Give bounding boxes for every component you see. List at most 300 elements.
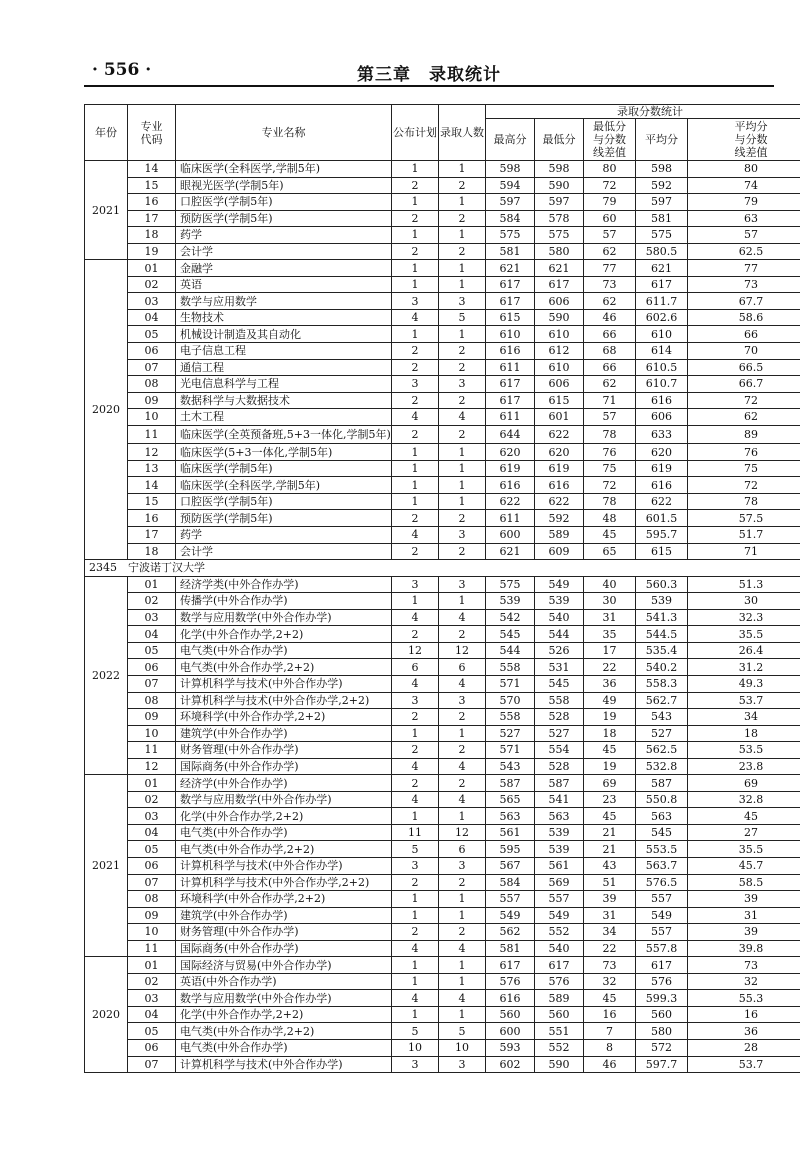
max-cell: 561 bbox=[486, 824, 535, 841]
code-cell: 15 bbox=[128, 177, 176, 194]
code-cell: 16 bbox=[128, 194, 176, 211]
major-cell: 预防医学(学制5年) bbox=[176, 510, 392, 527]
avg-diff-cell: 36 bbox=[688, 1023, 800, 1040]
min-cell: 590 bbox=[535, 309, 584, 326]
admitted-cell: 1 bbox=[439, 808, 486, 825]
table-row bbox=[85, 857, 800, 874]
code-cell: 02 bbox=[128, 276, 176, 293]
avg-cell: 543 bbox=[636, 709, 688, 726]
code-cell: 17 bbox=[128, 527, 176, 544]
min-diff-cell: 75 bbox=[584, 460, 636, 477]
admitted-cell: 4 bbox=[439, 940, 486, 957]
avg-cell: 527 bbox=[636, 725, 688, 742]
max-cell: 567 bbox=[486, 857, 535, 874]
avg-diff-cell: 26.4 bbox=[688, 642, 800, 659]
min-cell: 575 bbox=[535, 227, 584, 244]
max-cell: 611 bbox=[486, 510, 535, 527]
admitted-cell: 2 bbox=[439, 626, 486, 643]
min-diff-cell: 76 bbox=[584, 444, 636, 461]
min-cell: 619 bbox=[535, 460, 584, 477]
section-row bbox=[85, 560, 800, 577]
major-cell: 经济学(中外合作办学) bbox=[176, 775, 392, 792]
table-row bbox=[85, 891, 800, 908]
max-cell: 593 bbox=[486, 1039, 535, 1056]
table-row bbox=[85, 510, 800, 527]
table-row bbox=[85, 775, 800, 792]
avg-cell: 615 bbox=[636, 543, 688, 560]
table-row bbox=[85, 675, 800, 692]
avg-diff-cell: 77 bbox=[688, 260, 800, 277]
major-cell: 电气类(中外合作办学) bbox=[176, 1039, 392, 1056]
min-diff-cell: 62 bbox=[584, 376, 636, 393]
avg-diff-cell: 32.3 bbox=[688, 609, 800, 626]
min-diff-cell: 79 bbox=[584, 194, 636, 211]
min-cell: 615 bbox=[535, 392, 584, 409]
table-body bbox=[85, 161, 800, 1073]
min-diff-cell: 43 bbox=[584, 857, 636, 874]
table-row bbox=[85, 990, 800, 1007]
plan-cell: 12 bbox=[392, 642, 439, 659]
min-cell: 610 bbox=[535, 326, 584, 343]
code-cell: 18 bbox=[128, 227, 176, 244]
table-row bbox=[85, 1056, 800, 1073]
table-row bbox=[85, 907, 800, 924]
avg-cell: 633 bbox=[636, 425, 688, 444]
major-cell: 电气类(中外合作办学,2+2) bbox=[176, 841, 392, 858]
code-cell: 09 bbox=[128, 907, 176, 924]
table-row bbox=[85, 626, 800, 643]
avg-cell: 539 bbox=[636, 593, 688, 610]
min-diff-cell: 22 bbox=[584, 940, 636, 957]
plan-cell: 1 bbox=[392, 276, 439, 293]
admitted-cell: 2 bbox=[439, 709, 486, 726]
max-cell: 563 bbox=[486, 808, 535, 825]
major-cell: 环境科学(中外合作办学,2+2) bbox=[176, 891, 392, 908]
plan-cell: 4 bbox=[392, 309, 439, 326]
avg-diff-cell: 66.7 bbox=[688, 376, 800, 393]
plan-cell: 2 bbox=[392, 392, 439, 409]
major-cell: 计算机科学与技术(中外合作办学) bbox=[176, 857, 392, 874]
min-cell: 551 bbox=[535, 1023, 584, 1040]
avg-cell: 616 bbox=[636, 392, 688, 409]
min-diff-cell: 73 bbox=[584, 276, 636, 293]
code-cell: 07 bbox=[128, 1056, 176, 1073]
min-cell: 590 bbox=[535, 1056, 584, 1073]
table-row bbox=[85, 808, 800, 825]
max-cell: 584 bbox=[486, 874, 535, 891]
plan-cell: 1 bbox=[392, 808, 439, 825]
table-row bbox=[85, 293, 800, 310]
max-cell: 565 bbox=[486, 791, 535, 808]
code-cell: 07 bbox=[128, 675, 176, 692]
major-cell: 财务管理(中外合作办学) bbox=[176, 924, 392, 941]
major-cell: 国际商务(中外合作办学) bbox=[176, 758, 392, 775]
code-cell: 17 bbox=[128, 210, 176, 227]
col-avg-diff: 平均分 与分数 线差值 bbox=[688, 119, 800, 161]
avg-diff-cell: 80 bbox=[688, 161, 800, 178]
avg-cell: 610.5 bbox=[636, 359, 688, 376]
admitted-cell: 4 bbox=[439, 675, 486, 692]
table-row bbox=[85, 227, 800, 244]
min-diff-cell: 80 bbox=[584, 161, 636, 178]
min-cell: 549 bbox=[535, 907, 584, 924]
table-row bbox=[85, 161, 800, 178]
table-row bbox=[85, 527, 800, 544]
plan-cell: 1 bbox=[392, 260, 439, 277]
code-cell: 04 bbox=[128, 309, 176, 326]
major-cell: 生物技术 bbox=[176, 309, 392, 326]
max-cell: 644 bbox=[486, 425, 535, 444]
min-diff-cell: 78 bbox=[584, 493, 636, 510]
avg-cell: 580 bbox=[636, 1023, 688, 1040]
avg-diff-cell: 30 bbox=[688, 593, 800, 610]
min-cell: 590 bbox=[535, 177, 584, 194]
min-cell: 587 bbox=[535, 775, 584, 792]
plan-cell: 2 bbox=[392, 210, 439, 227]
avg-cell: 563.7 bbox=[636, 857, 688, 874]
min-diff-cell: 36 bbox=[584, 675, 636, 692]
table-row bbox=[85, 243, 800, 260]
chapter-title: 第三章 录取统计 bbox=[357, 65, 501, 85]
avg-diff-cell: 39 bbox=[688, 891, 800, 908]
col-stats-group: 录取分数统计 bbox=[486, 105, 800, 119]
code-cell: 09 bbox=[128, 709, 176, 726]
code-cell: 01 bbox=[128, 775, 176, 792]
max-cell: 621 bbox=[486, 260, 535, 277]
avg-cell: 610 bbox=[636, 326, 688, 343]
section-title: 2345 宁波诺丁汉大学 bbox=[85, 560, 800, 577]
major-cell: 英语(中外合作办学) bbox=[176, 973, 392, 990]
max-cell: 610 bbox=[486, 326, 535, 343]
max-cell: 600 bbox=[486, 1023, 535, 1040]
major-cell: 临床医学(学制5年) bbox=[176, 460, 392, 477]
min-diff-cell: 72 bbox=[584, 177, 636, 194]
table-row bbox=[85, 477, 800, 494]
min-diff-cell: 45 bbox=[584, 990, 636, 1007]
min-diff-cell: 34 bbox=[584, 924, 636, 941]
max-cell: 617 bbox=[486, 376, 535, 393]
min-diff-cell: 8 bbox=[584, 1039, 636, 1056]
table-row bbox=[85, 376, 800, 393]
plan-cell: 4 bbox=[392, 675, 439, 692]
major-cell: 电子信息工程 bbox=[176, 343, 392, 360]
major-cell: 化学(中外合作办学,2+2) bbox=[176, 626, 392, 643]
table-row bbox=[85, 359, 800, 376]
min-diff-cell: 60 bbox=[584, 210, 636, 227]
admitted-cell: 2 bbox=[439, 924, 486, 941]
max-cell: 560 bbox=[486, 1006, 535, 1023]
admitted-cell: 1 bbox=[439, 493, 486, 510]
major-cell: 数学与应用数学(中外合作办学) bbox=[176, 609, 392, 626]
avg-diff-cell: 70 bbox=[688, 343, 800, 360]
admitted-cell: 1 bbox=[439, 444, 486, 461]
max-cell: 620 bbox=[486, 444, 535, 461]
max-cell: 611 bbox=[486, 409, 535, 426]
min-cell: 539 bbox=[535, 841, 584, 858]
table-row bbox=[85, 874, 800, 891]
admitted-cell: 3 bbox=[439, 692, 486, 709]
max-cell: 595 bbox=[486, 841, 535, 858]
max-cell: 598 bbox=[486, 161, 535, 178]
min-cell: 580 bbox=[535, 243, 584, 260]
min-diff-cell: 57 bbox=[584, 227, 636, 244]
code-cell: 09 bbox=[128, 392, 176, 409]
table-row bbox=[85, 576, 800, 593]
code-cell: 04 bbox=[128, 626, 176, 643]
plan-cell: 2 bbox=[392, 543, 439, 560]
admitted-cell: 5 bbox=[439, 1023, 486, 1040]
max-cell: 542 bbox=[486, 609, 535, 626]
min-cell: 540 bbox=[535, 940, 584, 957]
plan-cell: 2 bbox=[392, 924, 439, 941]
max-cell: 575 bbox=[486, 227, 535, 244]
min-diff-cell: 46 bbox=[584, 1056, 636, 1073]
avg-diff-cell: 73 bbox=[688, 276, 800, 293]
admitted-cell: 1 bbox=[439, 1006, 486, 1023]
admitted-cell: 2 bbox=[439, 392, 486, 409]
major-cell: 机械设计制造及其自动化 bbox=[176, 326, 392, 343]
admitted-cell: 1 bbox=[439, 891, 486, 908]
code-cell: 15 bbox=[128, 493, 176, 510]
avg-diff-cell: 75 bbox=[688, 460, 800, 477]
min-diff-cell: 45 bbox=[584, 742, 636, 759]
admitted-cell: 3 bbox=[439, 527, 486, 544]
avg-diff-cell: 73 bbox=[688, 957, 800, 974]
min-cell: 554 bbox=[535, 742, 584, 759]
avg-cell: 562.7 bbox=[636, 692, 688, 709]
min-diff-cell: 49 bbox=[584, 692, 636, 709]
admitted-cell: 2 bbox=[439, 874, 486, 891]
avg-diff-cell: 62 bbox=[688, 409, 800, 426]
admitted-cell: 1 bbox=[439, 460, 486, 477]
admitted-cell: 1 bbox=[439, 161, 486, 178]
avg-diff-cell: 74 bbox=[688, 177, 800, 194]
avg-cell: 560.3 bbox=[636, 576, 688, 593]
min-cell: 527 bbox=[535, 725, 584, 742]
major-cell: 建筑学(中外合作办学) bbox=[176, 907, 392, 924]
admitted-cell: 2 bbox=[439, 775, 486, 792]
avg-diff-cell: 62.5 bbox=[688, 243, 800, 260]
min-cell: 531 bbox=[535, 659, 584, 676]
avg-cell: 617 bbox=[636, 957, 688, 974]
admitted-cell: 1 bbox=[439, 725, 486, 742]
avg-diff-cell: 57.5 bbox=[688, 510, 800, 527]
admitted-cell: 10 bbox=[439, 1039, 486, 1056]
plan-cell: 4 bbox=[392, 409, 439, 426]
table-row bbox=[85, 758, 800, 775]
table-row bbox=[85, 425, 800, 444]
max-cell: 571 bbox=[486, 742, 535, 759]
major-cell: 数学与应用数学 bbox=[176, 293, 392, 310]
plan-cell: 1 bbox=[392, 477, 439, 494]
max-cell: 587 bbox=[486, 775, 535, 792]
min-cell: 617 bbox=[535, 957, 584, 974]
code-cell: 03 bbox=[128, 609, 176, 626]
plan-cell: 1 bbox=[392, 227, 439, 244]
code-cell: 10 bbox=[128, 725, 176, 742]
avg-cell: 606 bbox=[636, 409, 688, 426]
min-cell: 578 bbox=[535, 210, 584, 227]
avg-diff-cell: 58.6 bbox=[688, 309, 800, 326]
min-diff-cell: 71 bbox=[584, 392, 636, 409]
plan-cell: 4 bbox=[392, 990, 439, 1007]
avg-cell: 560 bbox=[636, 1006, 688, 1023]
avg-cell: 562.5 bbox=[636, 742, 688, 759]
avg-diff-cell: 66 bbox=[688, 326, 800, 343]
code-cell: 03 bbox=[128, 808, 176, 825]
min-cell: 528 bbox=[535, 758, 584, 775]
code-cell: 06 bbox=[128, 857, 176, 874]
plan-cell: 1 bbox=[392, 725, 439, 742]
avg-cell: 549 bbox=[636, 907, 688, 924]
major-cell: 经济学类(中外合作办学) bbox=[176, 576, 392, 593]
max-cell: 575 bbox=[486, 576, 535, 593]
max-cell: 527 bbox=[486, 725, 535, 742]
min-cell: 606 bbox=[535, 376, 584, 393]
table-row bbox=[85, 824, 800, 841]
table-row bbox=[85, 276, 800, 293]
year-cell: 2021 bbox=[85, 161, 128, 260]
code-cell: 01 bbox=[128, 260, 176, 277]
avg-cell: 592 bbox=[636, 177, 688, 194]
code-cell: 11 bbox=[128, 742, 176, 759]
year-cell: 2021 bbox=[85, 775, 128, 957]
avg-diff-cell: 51.3 bbox=[688, 576, 800, 593]
code-cell: 02 bbox=[128, 791, 176, 808]
header-rule bbox=[84, 85, 774, 87]
year-cell: 2020 bbox=[85, 260, 128, 560]
col-min-diff: 最低分 与分数 线差值 bbox=[584, 119, 636, 161]
plan-cell: 3 bbox=[392, 376, 439, 393]
major-cell: 英语 bbox=[176, 276, 392, 293]
avg-cell: 602.6 bbox=[636, 309, 688, 326]
max-cell: 617 bbox=[486, 293, 535, 310]
table-row bbox=[85, 742, 800, 759]
plan-cell: 1 bbox=[392, 907, 439, 924]
code-cell: 01 bbox=[128, 576, 176, 593]
table-row bbox=[85, 940, 800, 957]
plan-cell: 2 bbox=[392, 343, 439, 360]
admitted-cell: 12 bbox=[439, 642, 486, 659]
min-diff-cell: 77 bbox=[584, 260, 636, 277]
major-cell: 会计学 bbox=[176, 243, 392, 260]
table-row bbox=[85, 326, 800, 343]
min-diff-cell: 46 bbox=[584, 309, 636, 326]
code-cell: 07 bbox=[128, 359, 176, 376]
admitted-cell: 1 bbox=[439, 326, 486, 343]
plan-cell: 4 bbox=[392, 758, 439, 775]
code-cell: 07 bbox=[128, 874, 176, 891]
plan-cell: 2 bbox=[392, 425, 439, 444]
major-cell: 数学与应用数学(中外合作办学) bbox=[176, 791, 392, 808]
min-cell: 617 bbox=[535, 276, 584, 293]
admitted-cell: 3 bbox=[439, 293, 486, 310]
avg-diff-cell: 23.8 bbox=[688, 758, 800, 775]
min-diff-cell: 39 bbox=[584, 891, 636, 908]
min-cell: 620 bbox=[535, 444, 584, 461]
major-cell: 土木工程 bbox=[176, 409, 392, 426]
table-header bbox=[85, 105, 800, 161]
major-cell: 药学 bbox=[176, 227, 392, 244]
code-cell: 19 bbox=[128, 243, 176, 260]
max-cell: 576 bbox=[486, 973, 535, 990]
avg-diff-cell: 35.5 bbox=[688, 626, 800, 643]
avg-cell: 540.2 bbox=[636, 659, 688, 676]
table-row bbox=[85, 841, 800, 858]
min-cell: 563 bbox=[535, 808, 584, 825]
avg-diff-cell: 66.5 bbox=[688, 359, 800, 376]
col-avg: 平均分 bbox=[636, 119, 688, 161]
min-cell: 597 bbox=[535, 194, 584, 211]
col-major: 专业名称 bbox=[176, 105, 392, 161]
plan-cell: 5 bbox=[392, 841, 439, 858]
max-cell: 597 bbox=[486, 194, 535, 211]
admitted-cell: 2 bbox=[439, 510, 486, 527]
avg-diff-cell: 58.5 bbox=[688, 874, 800, 891]
avg-diff-cell: 55.3 bbox=[688, 990, 800, 1007]
avg-diff-cell: 89 bbox=[688, 425, 800, 444]
avg-diff-cell: 79 bbox=[688, 194, 800, 211]
code-cell: 05 bbox=[128, 326, 176, 343]
table-row bbox=[85, 692, 800, 709]
code-cell: 14 bbox=[128, 161, 176, 178]
major-cell: 临床医学(全英预备班,5+3一体化,学制5年) bbox=[176, 425, 392, 444]
table-row bbox=[85, 709, 800, 726]
avg-cell: 532.8 bbox=[636, 758, 688, 775]
code-cell: 08 bbox=[128, 376, 176, 393]
code-cell: 14 bbox=[128, 477, 176, 494]
min-diff-cell: 23 bbox=[584, 791, 636, 808]
major-cell: 电气类(中外合作办学,2+2) bbox=[176, 659, 392, 676]
code-cell: 02 bbox=[128, 593, 176, 610]
major-cell: 金融学 bbox=[176, 260, 392, 277]
min-cell: 621 bbox=[535, 260, 584, 277]
min-diff-cell: 51 bbox=[584, 874, 636, 891]
max-cell: 619 bbox=[486, 460, 535, 477]
avg-cell: 576 bbox=[636, 973, 688, 990]
max-cell: 562 bbox=[486, 924, 535, 941]
plan-cell: 2 bbox=[392, 742, 439, 759]
min-cell: 558 bbox=[535, 692, 584, 709]
min-cell: 598 bbox=[535, 161, 584, 178]
col-plan: 公布计划 bbox=[392, 105, 439, 161]
code-cell: 06 bbox=[128, 659, 176, 676]
avg-diff-cell: 27 bbox=[688, 824, 800, 841]
avg-diff-cell: 78 bbox=[688, 493, 800, 510]
admitted-cell: 3 bbox=[439, 576, 486, 593]
table-row bbox=[85, 593, 800, 610]
major-cell: 计算机科学与技术(中外合作办学,2+2) bbox=[176, 692, 392, 709]
plan-cell: 3 bbox=[392, 293, 439, 310]
min-diff-cell: 72 bbox=[584, 477, 636, 494]
min-cell: 616 bbox=[535, 477, 584, 494]
code-cell: 11 bbox=[128, 425, 176, 444]
major-cell: 计算机科学与技术(中外合作办学) bbox=[176, 675, 392, 692]
table-row bbox=[85, 1006, 800, 1023]
table-row bbox=[85, 957, 800, 974]
min-cell: 576 bbox=[535, 973, 584, 990]
min-diff-cell: 21 bbox=[584, 824, 636, 841]
min-diff-cell: 19 bbox=[584, 709, 636, 726]
min-cell: 541 bbox=[535, 791, 584, 808]
major-cell: 通信工程 bbox=[176, 359, 392, 376]
admitted-cell: 1 bbox=[439, 276, 486, 293]
table-row bbox=[85, 725, 800, 742]
avg-cell: 580.5 bbox=[636, 243, 688, 260]
max-cell: 539 bbox=[486, 593, 535, 610]
avg-cell: 576.5 bbox=[636, 874, 688, 891]
min-cell: 540 bbox=[535, 609, 584, 626]
